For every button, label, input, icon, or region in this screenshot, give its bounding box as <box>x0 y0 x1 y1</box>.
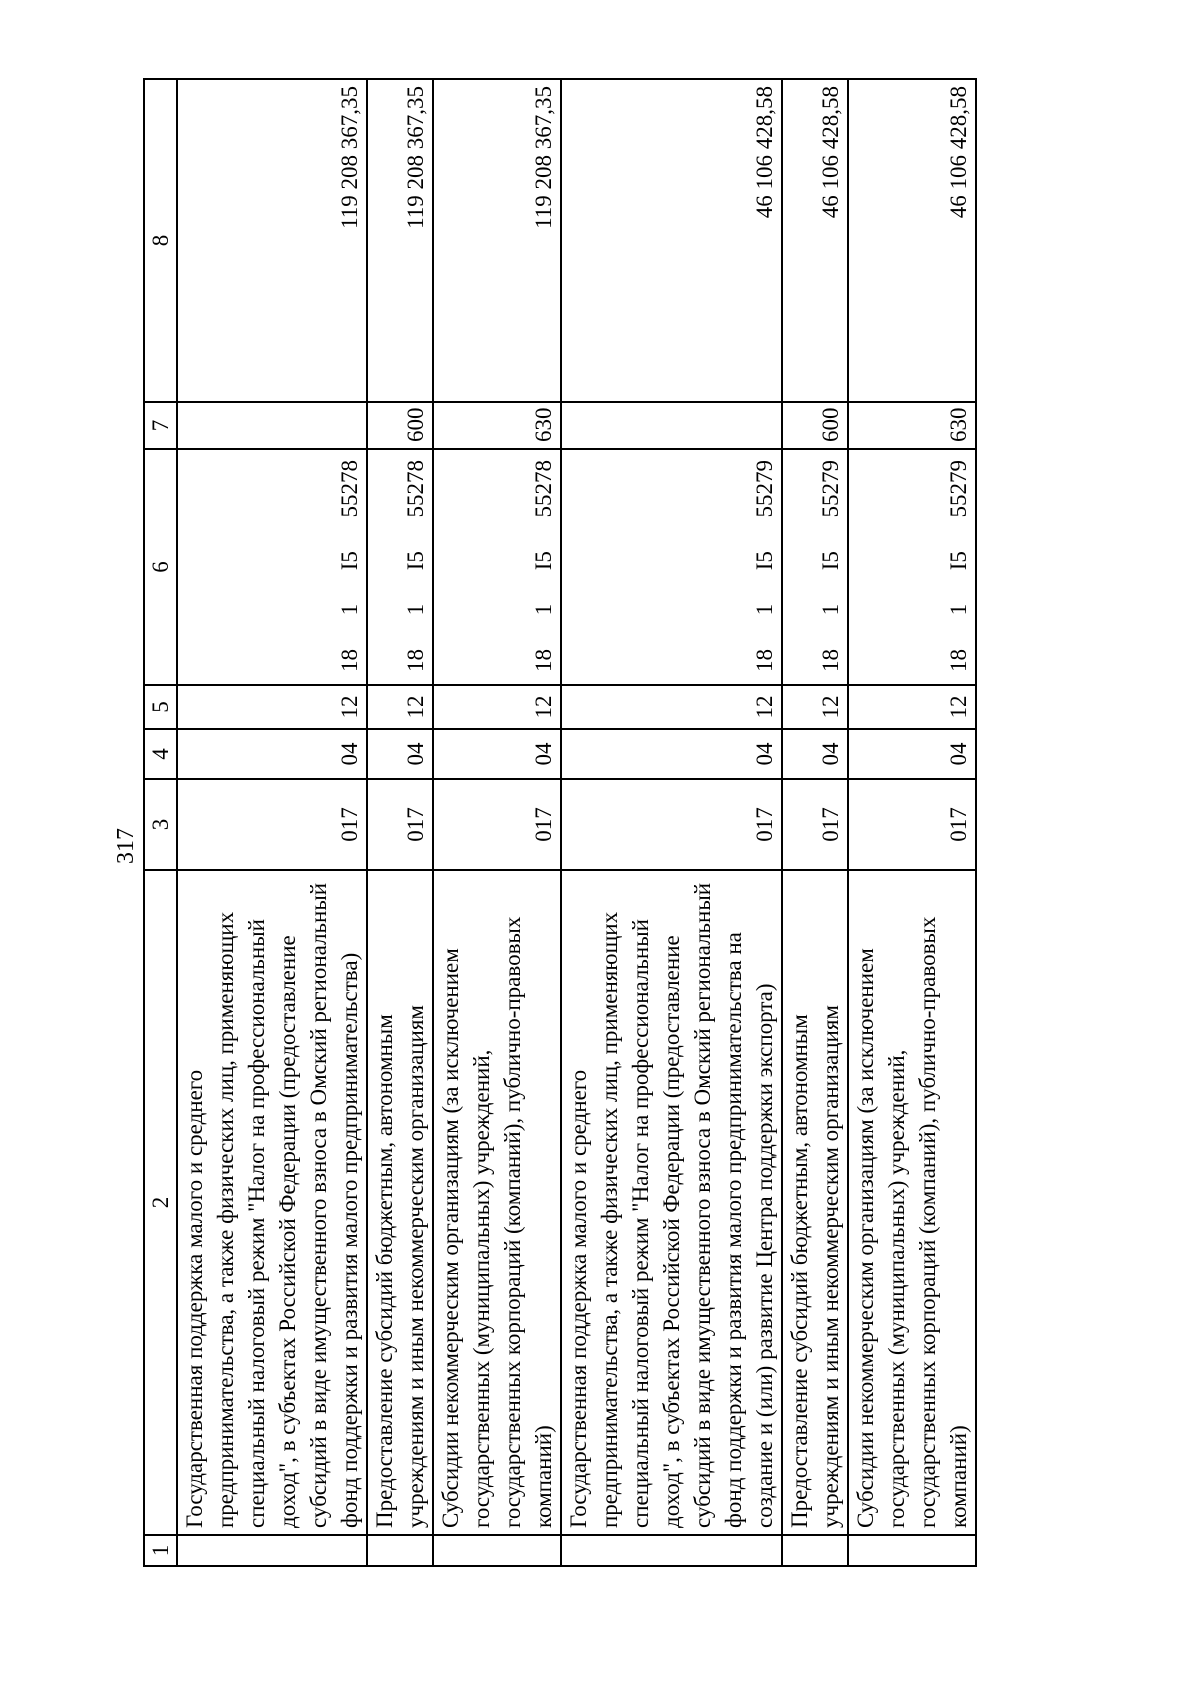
subprogram-code: 1 <box>531 603 556 616</box>
description-cell: Государственная поддержка малого и среднего предпринимательства, а также физических лиц, применяющих специальный налоговый режим "Налог на профессиональный доход", в субъектах Российской Федерации (предоставление субсидий в виде имущественного взноса в Омский региональный фонд поддержки и развития малого предпринимательства) <box>177 870 367 1535</box>
target-article-cell <box>433 449 561 685</box>
column-number: 2 <box>144 870 177 1535</box>
section-code-cell: 04 <box>367 729 433 779</box>
row-number-cell <box>848 1535 976 1566</box>
subsection-code-cell: 12 <box>177 685 367 729</box>
amount-cell: 119 208 367,35 <box>367 79 433 402</box>
section-code-cell: 04 <box>433 729 561 779</box>
description-cell: Государственная поддержка малого и среднего предпринимательства, а также физических лиц, применяющих специальный налоговый режим "Налог на профессиональный доход", в субъектах Российской Федерации (предоставление субсидий в виде имущественного взноса в Омский региональный фонд поддержки и развития малого предпринимательства на создание и (или) развитие Центра поддержки экспорта) <box>561 870 782 1535</box>
target-article-cell <box>561 449 782 685</box>
table-row <box>367 79 433 1566</box>
target-article-cell <box>782 449 848 685</box>
section-code-cell: 04 <box>561 729 782 779</box>
row-number-cell <box>782 1535 848 1566</box>
subsection-code-cell: 12 <box>848 685 976 729</box>
page-number: 317 <box>113 828 139 864</box>
column-number: 3 <box>144 779 177 870</box>
amount-cell: 46 106 428,58 <box>848 79 976 402</box>
project-code: I5 <box>337 551 362 571</box>
project-code: I5 <box>531 551 556 571</box>
ministry-code-cell: 017 <box>177 779 367 870</box>
amount-cell: 119 208 367,35 <box>177 79 367 402</box>
ministry-code-cell: 017 <box>433 779 561 870</box>
row-number-cell <box>367 1535 433 1566</box>
description-cell: Субсидии некоммерческим организациям (за исключением государственных (муниципальных) учреждений, государственных корпораций (компаний), публично-правовых компаний) <box>848 870 976 1535</box>
subsection-code-cell: 12 <box>433 685 561 729</box>
section-code-cell: 04 <box>848 729 976 779</box>
program-code: 18 <box>403 649 428 672</box>
amount-cell: 46 106 428,58 <box>782 79 848 402</box>
target-article-cell <box>367 449 433 685</box>
project-code: I5 <box>946 551 971 571</box>
subsection-code-cell: 12 <box>782 685 848 729</box>
project-code: I5 <box>818 551 843 571</box>
amount-cell: 119 208 367,35 <box>433 79 561 402</box>
ministry-code-cell: 017 <box>367 779 433 870</box>
subsection-code-cell: 12 <box>561 685 782 729</box>
description-cell: Предоставление субсидий бюджетным, автономным учреждениям и иным некоммерческим организациям <box>367 870 433 1535</box>
table-row <box>782 79 848 1566</box>
ministry-code-cell: 017 <box>782 779 848 870</box>
target-article-cell <box>177 449 367 685</box>
direction-code: 55279 <box>946 460 971 518</box>
section-code-cell: 04 <box>782 729 848 779</box>
program-code: 18 <box>818 649 843 672</box>
subprogram-code: 1 <box>337 603 362 616</box>
direction-code: 55279 <box>818 460 843 518</box>
direction-code: 55279 <box>752 460 777 518</box>
program-code: 18 <box>946 649 971 672</box>
section-code-cell: 04 <box>177 729 367 779</box>
row-number-cell <box>177 1535 367 1566</box>
expense-type-cell: 600 <box>367 402 433 449</box>
column-number: 5 <box>144 685 177 729</box>
direction-code: 55278 <box>531 460 556 518</box>
project-code: I5 <box>752 551 777 571</box>
program-code: 18 <box>752 649 777 672</box>
description-cell: Предоставление субсидий бюджетным, автономным учреждениям и иным некоммерческим организациям <box>782 870 848 1535</box>
ministry-code-cell: 017 <box>561 779 782 870</box>
subsection-code-cell: 12 <box>367 685 433 729</box>
table-row <box>561 79 782 1566</box>
table-row <box>433 79 561 1566</box>
table-row <box>177 79 367 1566</box>
amount-cell: 46 106 428,58 <box>561 79 782 402</box>
expense-type-cell: 630 <box>848 402 976 449</box>
column-number: 6 <box>144 449 177 685</box>
expense-type-cell: 600 <box>782 402 848 449</box>
program-code: 18 <box>531 649 556 672</box>
subprogram-code: 1 <box>403 603 428 616</box>
column-number: 4 <box>144 729 177 779</box>
direction-code: 55278 <box>403 460 428 518</box>
ministry-code-cell: 017 <box>848 779 976 870</box>
subprogram-code: 1 <box>752 603 777 616</box>
description-cell: Субсидии некоммерческим организациям (за исключением государственных (муниципальных) учреждений, государственных корпораций (компаний), публично-правовых компаний) <box>433 870 561 1535</box>
subprogram-code: 1 <box>946 603 971 616</box>
column-number: 1 <box>144 1535 177 1566</box>
target-article-cell <box>848 449 976 685</box>
row-number-cell <box>433 1535 561 1566</box>
subprogram-code: 1 <box>818 603 843 616</box>
column-number: 8 <box>144 79 177 402</box>
expense-type-cell <box>177 402 367 449</box>
project-code: I5 <box>403 551 428 571</box>
direction-code: 55278 <box>337 460 362 518</box>
column-number-row <box>144 79 177 1566</box>
column-number: 7 <box>144 402 177 449</box>
table-row <box>848 79 976 1566</box>
expense-type-cell: 630 <box>433 402 561 449</box>
row-number-cell <box>561 1535 782 1566</box>
program-code: 18 <box>337 649 362 672</box>
expense-type-cell <box>561 402 782 449</box>
budget-table <box>143 78 977 1567</box>
